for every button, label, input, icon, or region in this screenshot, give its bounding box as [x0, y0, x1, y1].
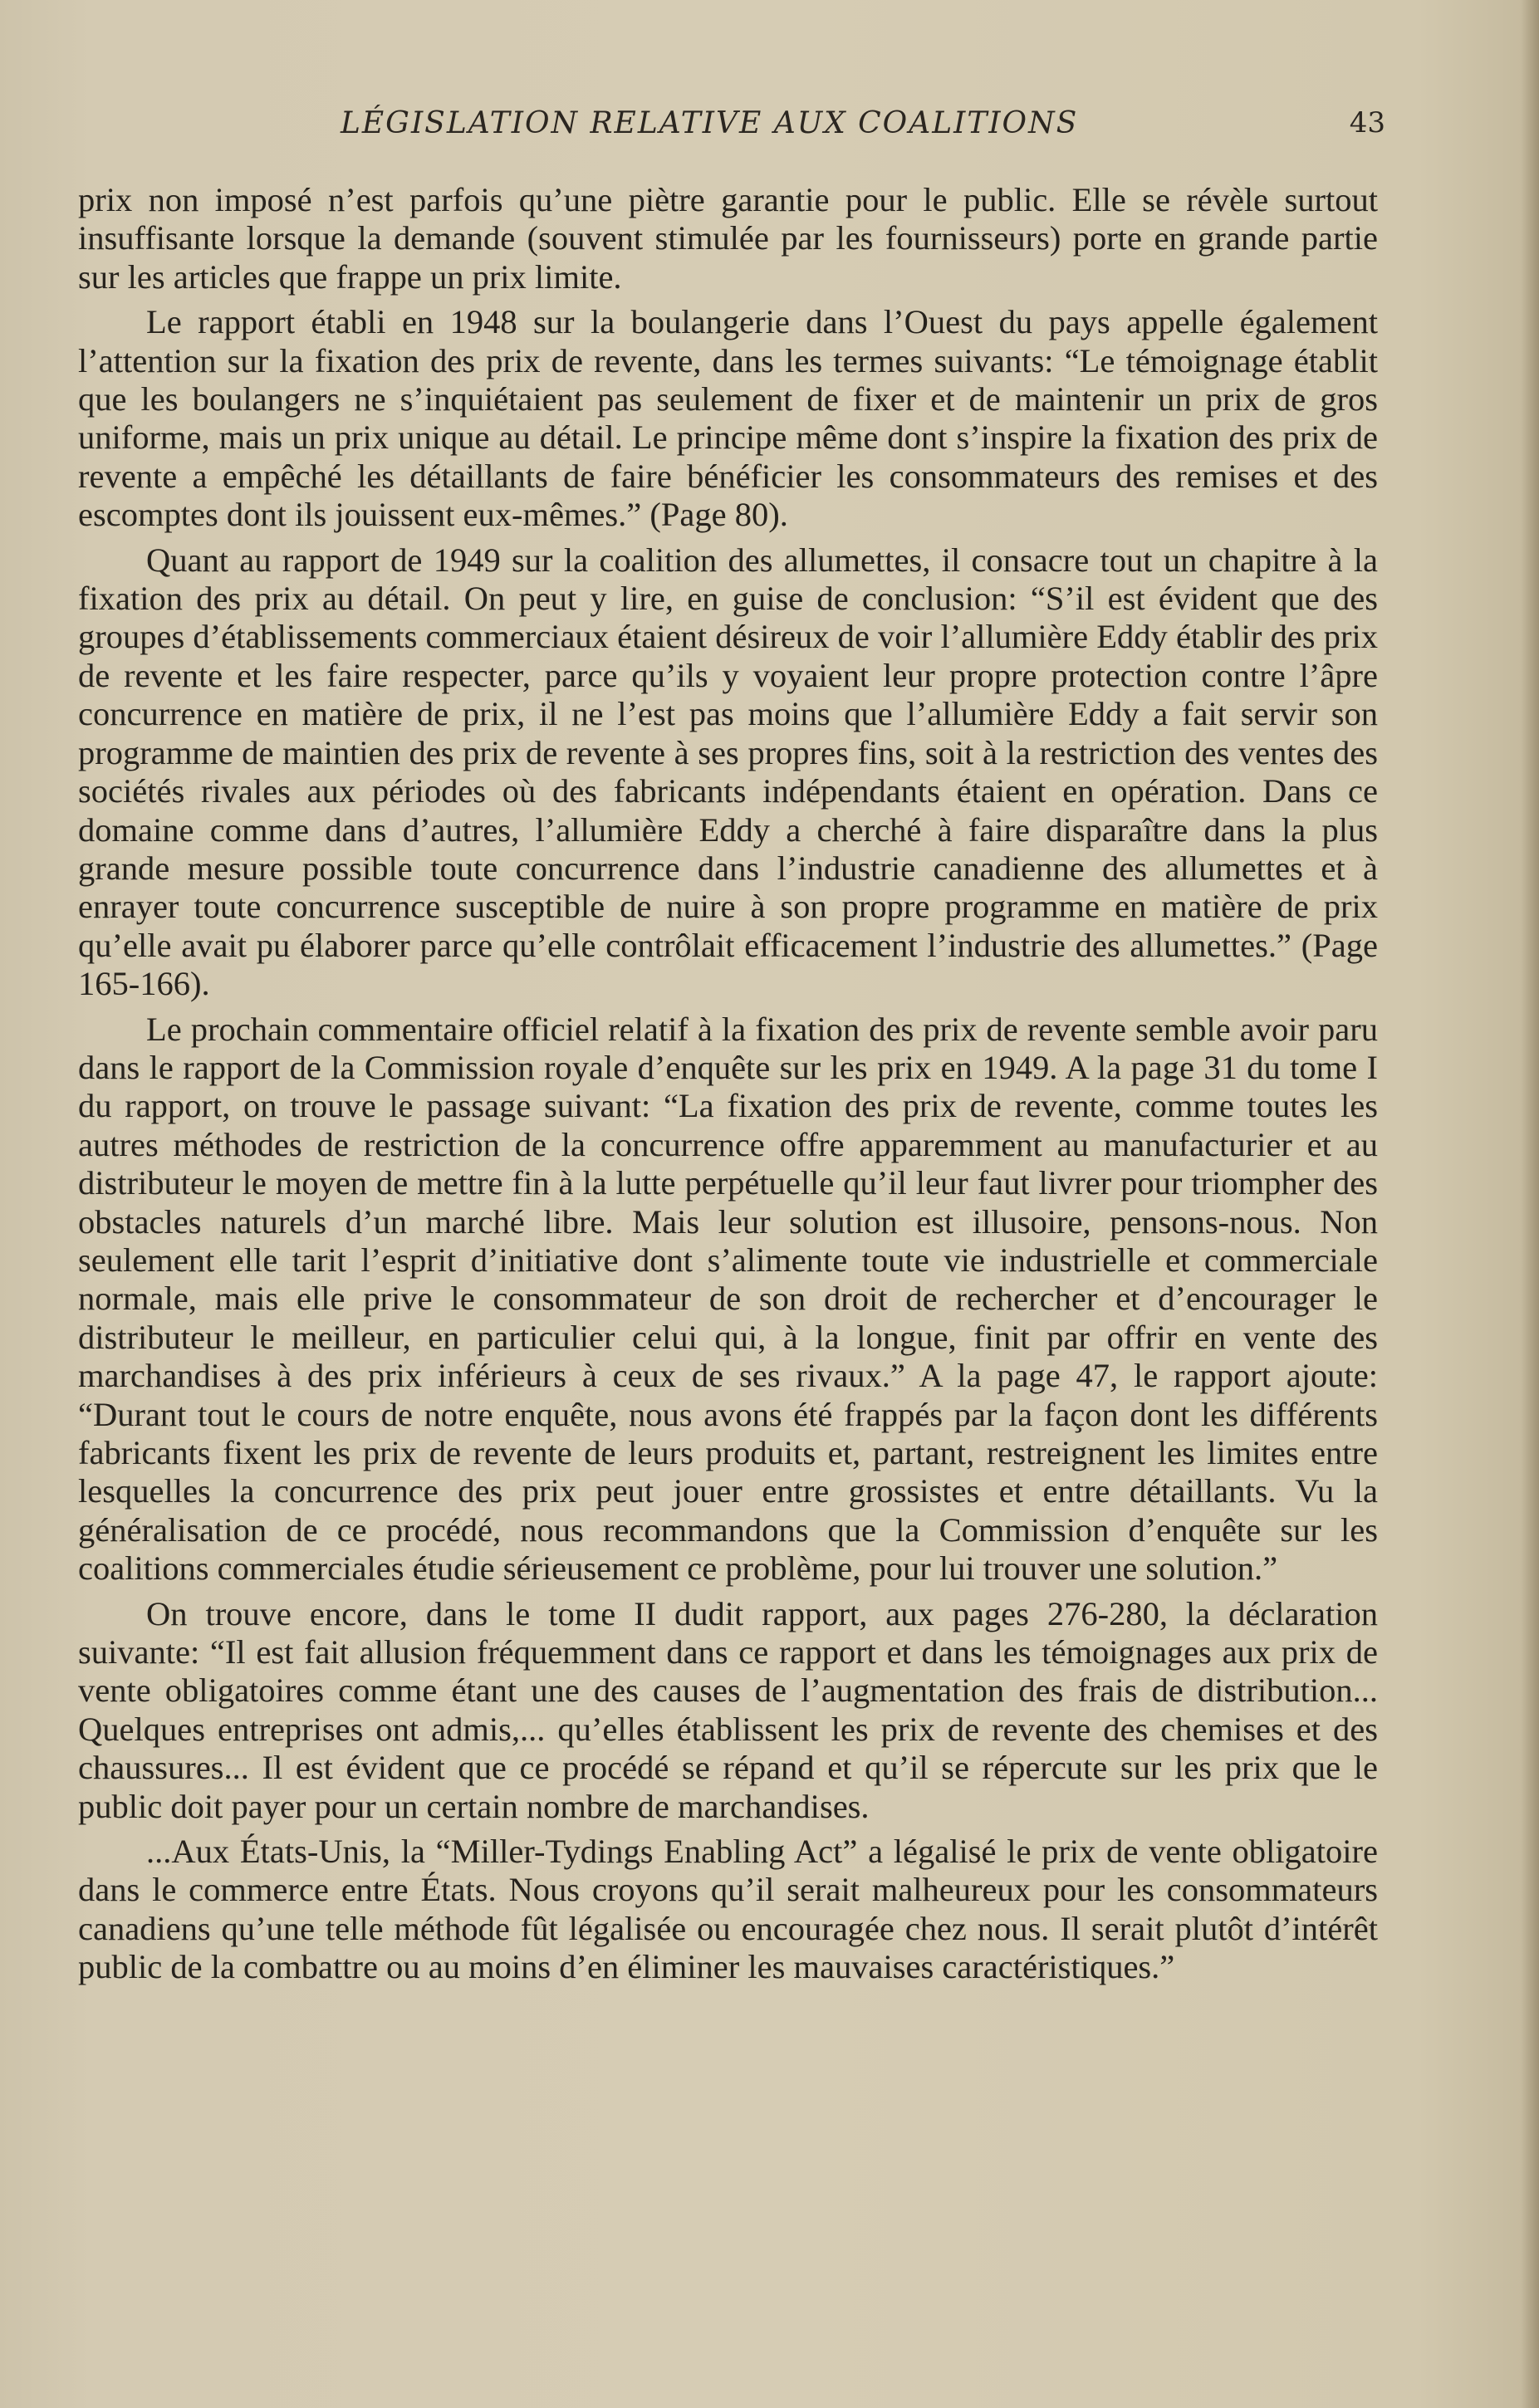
body-text	[78, 181, 1378, 1994]
paragraph: Quant au rapport de 1949 sur la coalition des allumettes, il consacre tout un chapitre à la fixation des prix au détail. On peut y lire, en guise de conclusion: “S’il est évident que des groupes d’établissements commerciaux étaient désireux de voir l’allumière Eddy établir des prix de revente et les faire respecter, parce qu’ils y voyaient leur propre protection contre l’âpre concurrence en matière de prix, il ne l’est pas moins que l’allumière Eddy a fait servir son programme de maintien des prix de revente à ses propres fins, soit à la restriction des ventes des sociétés rivales aux périodes où des fabricants indépendants étaient en opération. Dans ce domaine comme dans d’autres, l’allumière Eddy a cherché à faire disparaître dans la plus grande mesure possible toute concurrence dans l’industrie canadienne des allumettes et à enrayer toute concurrence susceptible de nuire à son propre programme en matière de prix qu’elle avait pu élaborer parce qu’elle contrôlait efficacement l’industrie des allumettes.” (Page 165-166).	[78, 541, 1378, 1003]
paragraph: prix non imposé n’est parfois qu’une piètre garantie pour le public. Elle se révèle surtout insuffisante lorsque la demande (souvent stimulée par les fournisseurs) porte en grande partie sur les articles que frappe un prix limite.	[78, 181, 1378, 296]
paragraph: On trouve encore, dans le tome II dudit rapport, aux pages 276-280, la déclaration suivante: “Il est fait allusion fréquemment dans ce rapport et dans les témoignages aux prix de vente obligatoires comme étant une des causes de l’augmentation des frais de distribution... Quelques entreprises ont admis,... qu’elles établissent les prix de revente des chemises et des chaussures... Il est évident que ce procédé se répand et qu’il se répercute sur les prix que le public doit payer pour un certain nombre de marchandises.	[78, 1594, 1378, 1825]
page-number: 43	[1349, 106, 1385, 139]
paragraph: ...Aux États-Unis, la “Miller-Tydings Enabling Act” a légalisé le prix de vente obligatoire dans le commerce entre États. Nous croyons qu’il serait malheureux pour les consommateurs canadiens qu’une telle méthode fût légalisée ou encouragée chez nous. Il serait plutôt d’intérêt public de la combattre ou au moins d’en éliminer les mauvaises caractéristiques.”	[78, 1833, 1378, 1986]
paragraph: Le rapport établi en 1948 sur la boulangerie dans l’Ouest du pays appelle également l’attention sur la fixation des prix de revente, dans les termes suivants: “Le témoignage établit que les boulangers ne s’inquiétaient pas seulement de fixer et de maintenir un prix de gros uniforme, mais un prix unique au détail. Le principe même dont s’inspire la fixation des prix de revente a empêché les détaillants de faire bénéficier les consommateurs des remises et des escomptes dont ils jouissent eux-mêmes.” (Page 80).	[78, 303, 1378, 534]
page-edge-shadow	[1521, 0, 1539, 2408]
running-head: LÉGISLATION RELATIVE AUX COALITIONS	[341, 106, 1079, 140]
paragraph: Le prochain commentaire officiel relatif à la fixation des prix de revente semble avoir paru dans le rapport de la Commission royale d’enquête sur les prix en 1949. A la page 31 du tome I du rapport, on trouve le passage suivant: “La fixation des prix de revente, comme toutes les autres méthodes de restriction de la concurrence offre apparemment au manufacturier et au distributeur le moyen de mettre fin à la lutte perpétuelle qu’il leur faut livrer pour triompher des obstacles naturels d’un marché libre. Mais leur solution est illusoire, pensons-nous. Non seulement elle tarit l’esprit d’initiative dont s’alimente toute vie industrielle et commerciale normale, mais elle prive le consommateur de son droit de rechercher et d’encourager le distributeur le meilleur, en particulier celui qui, à la longue, finit par offrir en vente des marchandises à des prix inférieurs à ceux de ses rivaux.” A la page 47, le rapport ajoute: “Durant tout le cours de notre enquête, nous avons été frappés par la façon dont les différents fabricants fixent les prix de revente de leurs produits et, partant, restreignent les limites entre lesquelles la concurrence des prix peut jouer entre grossistes et entre détaillants. Vu la généralisation de ce procédé, nous recommandons que la Commission d’enquête sur les coalitions commerciales étudie sérieusement ce problème, pour lui trouver une solution.”	[78, 1010, 1378, 1588]
page-header	[83, 106, 1385, 156]
